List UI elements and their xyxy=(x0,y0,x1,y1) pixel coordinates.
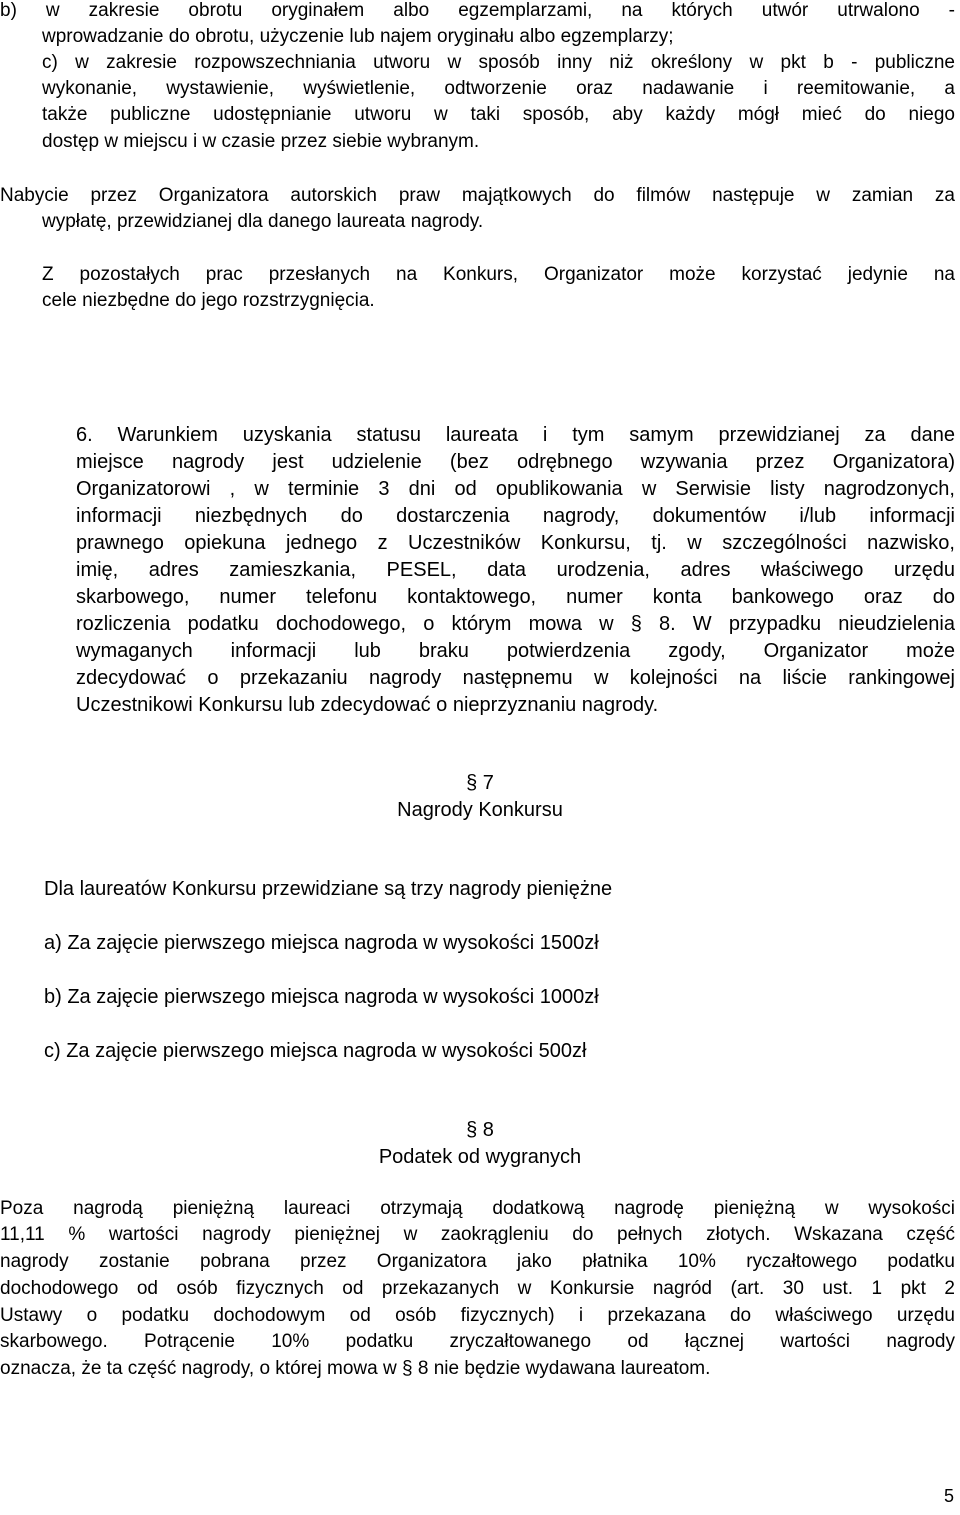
section-8-line: Ustawy o podatku dochodowym od osób fizycznych) i przekazana do właściwego urzędu xyxy=(0,1305,955,1326)
section-7-intro: Dla laureatów Konkursu przewidziane są trzy nagrody pieniężne xyxy=(44,878,613,900)
clause-b-line-1: b) w zakresie obrotu oryginałem albo egzemplarzami, na których utwór utrwalono - xyxy=(0,0,955,21)
pozostale-line-1: Z pozostałych prac przesłanych na Konkurs, Organizator może korzystać jedynie na xyxy=(42,264,955,285)
clause-c-line-2: wykonanie, wystawienie, wyświetlenie, odtworzenie oraz nadawanie i reemitowanie, a xyxy=(42,78,955,99)
clause-b-line-2: wprowadzanie do obrotu, użyczenie lub najem oryginału albo egzemplarzy; xyxy=(42,26,674,47)
section-8-line: dochodowego od osób fizycznych od przekazanych w Konkursie nagród (art. 30 ust. 1 pkt 2 xyxy=(0,1278,955,1299)
point-6-line: rozliczenia podatku dochodowego, o którym mowa w § 8. W przypadku nieudzielenia xyxy=(76,613,955,635)
clause-c-line-1: c) w zakresie rozpowszechniania utworu w sposób inny niż określony w pkt b - publiczne xyxy=(42,52,955,73)
point-6-line: wymaganych informacji lub braku potwierdzenia zgody, Organizator może xyxy=(76,640,955,662)
point-6-line: prawnego opiekuna jednego z Uczestników Konkursu, tj. w szczególności nazwisko, xyxy=(76,532,955,554)
section-7-number: § 7 xyxy=(466,772,494,794)
section-8-title: Podatek od wygranych xyxy=(378,1146,582,1168)
prize-item: a) Za zajęcie pierwszego miejsca nagroda w wysokości 1500zł xyxy=(44,932,599,954)
point-6-line: Organizatorowi , w terminie 3 dni od opublikowania w Serwisie listy nagrodzonych, xyxy=(76,478,955,500)
point-6-line: skarbowego, numer telefonu kontaktowego, numer konta bankowego oraz do xyxy=(76,586,955,608)
section-8-line: skarbowego. Potrącenie 10% podatku zryczałtowanego od łącznej wartości nagrody xyxy=(0,1331,955,1352)
nabycie-line-2: wypłatę, przewidzianej dla danego laureata nagrody. xyxy=(42,211,484,232)
clause-c-line-4: dostęp w miejscu i w czasie przez siebie wybranym. xyxy=(42,131,480,152)
section-8-line: 11,11 % wartości nagrody pieniężnej w zaokrągleniu do pełnych złotych. Wskazana część xyxy=(0,1224,955,1245)
prize-item: b) Za zajęcie pierwszego miejsca nagroda w wysokości 1000zł xyxy=(44,986,599,1008)
pozostale-line-2: cele niezbędne do jego rozstrzygnięcia. xyxy=(42,290,375,311)
section-8-line: nagrody zostanie pobrana przez Organizatora jako płatnika 10% ryczałtowego podatku xyxy=(0,1251,955,1272)
section-7-title: Nagrody Konkursu xyxy=(397,799,563,821)
point-6-line: informacji niezbędnych do dostarczenia nagrody, dokumentów i/lub informacji xyxy=(76,505,955,527)
point-6-line: zdecydować o przekazaniu nagrody następnemu w kolejności na liście rankingowej xyxy=(76,667,955,689)
page-number: 5 xyxy=(943,1486,954,1506)
prize-item: c) Za zajęcie pierwszego miejsca nagroda w wysokości 500zł xyxy=(44,1040,587,1062)
point-6-line: 6. Warunkiem uzyskania statusu laureata i tym samym przewidzianej za dane xyxy=(76,424,955,446)
section-8-line: oznacza, że ta część nagrody, o której mowa w § 8 nie będzie wydawana laureatom. xyxy=(0,1358,711,1379)
point-6-line: imię, adres zamieszkania, PESEL, data urodzenia, adres właściwego urzędu xyxy=(76,559,955,581)
point-6-line: Uczestnikowi Konkursu lub zdecydować o nieprzyznaniu nagrody. xyxy=(76,694,659,716)
clause-c-line-3: także publiczne udostępnianie utworu w taki sposób, aby każdy mógł mieć do niego xyxy=(42,104,955,125)
section-8-number: § 8 xyxy=(466,1119,494,1141)
section-8-line: Poza nagrodą pieniężną laureaci otrzymają dodatkową nagrodę pieniężną w wysokości xyxy=(0,1198,955,1219)
nabycie-line-1: Nabycie przez Organizatora autorskich praw majątkowych do filmów następuje w zamian za xyxy=(0,185,955,206)
point-6-line: miejsce nagrody jest udzielenie (bez odrębnego wzywania przez Organizatora) xyxy=(76,451,955,473)
